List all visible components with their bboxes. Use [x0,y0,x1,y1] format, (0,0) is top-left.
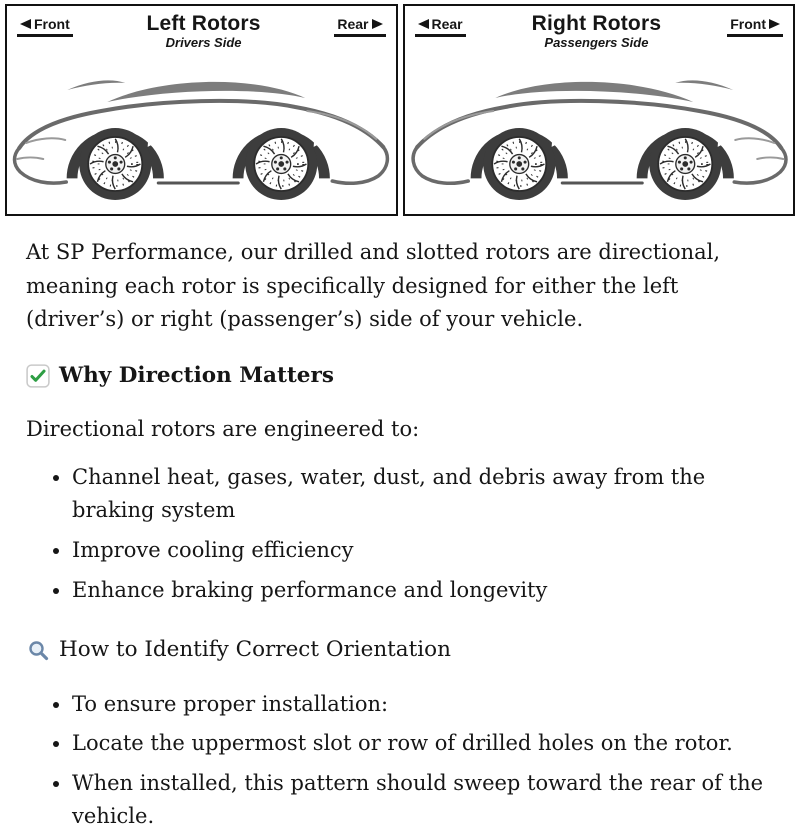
right-car-illustration [405,52,794,210]
front-direction-label [727,15,783,37]
rear-direction-label [334,15,385,37]
direction-text: Rear [431,16,463,32]
front-wheel-rotor [476,114,562,200]
panel-title-text: Left Rotors [146,12,261,35]
lead-paragraph: Directional rotors are engineered to: [26,417,420,442]
direction-text: Rear [337,16,369,32]
list-item: • Enhance braking performance and longevity [72,574,774,608]
right-rotors-panel [403,4,796,216]
arrow-left-icon [418,19,429,29]
list-item: • Locate the uppermost slot or row of drilled holes on the rotor. [72,727,774,761]
identify-bullet-list [26,688,774,834]
arrow-left-icon [20,19,31,29]
left-car-illustration [7,52,396,210]
list-item: • To ensure proper installation: [72,688,774,722]
arrow-right-icon [372,19,383,29]
right-panel-title [466,12,728,50]
check-icon [26,364,50,388]
heading-text: How to Identify Correct Orientation [59,637,451,663]
article-body [0,216,800,834]
left-rotors-panel [5,4,398,216]
arrow-right-icon [769,19,780,29]
rear-wheel-rotor [238,114,324,200]
rotor-direction-diagram [0,0,800,216]
panel-title-text: Right Rotors [531,12,662,35]
rear-direction-label [415,15,466,37]
intro-paragraph: At SP Performance, our drilled and slotted rotors are directional, meaning each rotor is specifically designed for either the left (driver’s) or right (passenger’s) side of your vehicle. [26,240,721,332]
why-bullet-list [26,461,774,607]
magnifier-icon [26,638,50,662]
why-direction-heading [26,359,774,393]
identify-heading [26,633,774,667]
list-item: • When installed, this pattern should sweep toward the rear of the vehicle. [72,767,774,834]
left-panel-header [7,6,396,50]
right-panel-header [405,6,794,50]
rear-wheel-rotor [642,114,728,200]
direction-text: Front [730,16,766,32]
panel-subtitle-text: Drivers Side [165,35,242,51]
heading-text: Why Direction Matters [59,362,334,388]
front-direction-label [17,15,73,37]
front-wheel-rotor [72,114,158,200]
list-item: • Channel heat, gases, water, dust, and debris away from the braking system [72,461,774,528]
direction-text: Front [34,16,70,32]
list-item: • Improve cooling efficiency [72,534,774,568]
panel-subtitle-text: Passengers Side [544,35,649,51]
left-panel-title [73,12,335,50]
